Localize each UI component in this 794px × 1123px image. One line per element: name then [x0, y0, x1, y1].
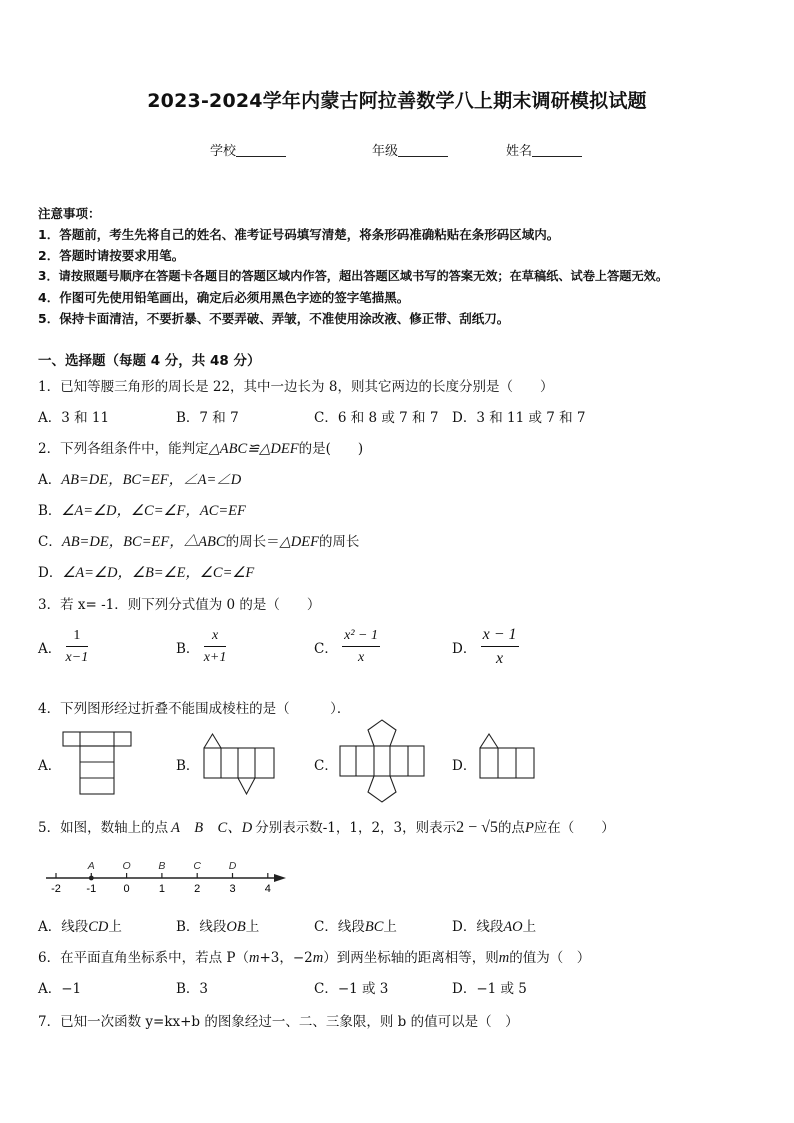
q1-option-c: C．6 和 8 或 7 和 7 — [314, 410, 439, 426]
number-line-tick-label: -1 — [86, 883, 97, 895]
q3-option-c: C． $\frac{\text{x² − 1}}{x}$ — [314, 628, 378, 665]
school-label: 学校 — [210, 144, 237, 159]
fraction: $\frac{\text{x² − 1}}{x}$ — [344, 628, 378, 665]
q6-option-a: A．−1 — [38, 981, 82, 997]
school-blank — [236, 144, 286, 157]
notice-item: 2．答题时请按要求用笔。 — [38, 248, 185, 263]
q5-option-d: D．线段AO上 — [452, 919, 537, 935]
question-3-stem: 3．若 x= -1．则下列分式值为 0 的是（ ） — [38, 597, 321, 613]
number-line-point-label: O — [122, 860, 131, 872]
net-b-rects — [204, 748, 274, 778]
net-a-column — [80, 746, 114, 794]
school-field — [210, 140, 286, 159]
question-5-stem: 5．如图，数轴上的点 A B C、D 分别表示数-1，1，2，3，则表示2 − √5的点P应在（ ） — [38, 819, 615, 836]
number-line-arrow — [274, 874, 286, 882]
question-7-stem: 7．已知一次函数 y=kx+b 的图象经过一、二、三象限，则 b 的值可以是（ ） — [38, 1014, 519, 1030]
fraction: $\frac{x}{x+1}$ — [203, 628, 227, 665]
section-heading: 一、选择题（每题 4 分，共 48 分） — [38, 353, 261, 369]
notice-item: 3．请按照题号顺序在答题卡各题目的答题区域内作答，超出答题区域书写的答案无效；在草稿纸、试卷上答题无效。 — [38, 269, 669, 283]
q3-option-a: A． $\frac{1}{x-1}$ — [38, 628, 89, 665]
notice-item: 5．保持卡面清洁，不要折暴、不要弄破、弄皱，不准使用涂改液、修正带、刮纸刀。 — [38, 311, 510, 326]
net-a-top-row — [63, 732, 131, 746]
number-line — [42, 858, 292, 898]
q5-option-a: A．线段CD上 — [38, 919, 122, 935]
name-field — [506, 140, 582, 159]
q1-option-a: A．3 和 11 — [38, 410, 110, 426]
grade-label: 年级 — [372, 144, 399, 159]
number-line-point-label: C — [193, 860, 201, 872]
q1-option-b: B．7 和 7 — [176, 410, 239, 426]
grade-blank — [398, 144, 448, 157]
number-line-tick-label: 4 — [264, 883, 271, 895]
net-c-rects — [340, 746, 424, 776]
fraction: $\frac{1}{x-1}$ — [65, 628, 89, 665]
q5-option-b: B．线段OB上 — [176, 919, 260, 935]
net-b-bottom-triangle — [238, 778, 255, 794]
net-d-rects — [480, 748, 534, 778]
notice-heading: 注意事项： — [38, 206, 101, 221]
fraction: $\frac{x - 1}{x}$ — [482, 626, 517, 667]
q2-option-c: C．AB=DE，BC=EF，△ABC的周长＝△DEF的周长 — [38, 534, 360, 550]
q4-option-b-label: B． — [176, 758, 200, 774]
number-line-tick-label: 1 — [158, 883, 165, 895]
q4-option-a-label: A． — [38, 758, 62, 774]
question-4-stem: 4．下列图形经过折叠不能围成棱柱的是（ ）． — [38, 701, 351, 717]
q6-option-b: B．3 — [176, 981, 209, 997]
q1-option-d: D．3 和 11 或 7 和 7 — [452, 410, 586, 426]
q4-net-d — [478, 732, 536, 782]
number-line-point-label: A — [87, 860, 95, 872]
number-line-point-a — [89, 876, 94, 881]
q4-option-d-label: D． — [452, 758, 477, 774]
question-6-stem: 6．在平面直角坐标系中，若点 P（m+3，−2m）到两坐标轴的距离相等，则m的值为（ ） — [38, 950, 591, 966]
q4-net-a — [62, 730, 134, 796]
q3-option-b: B． $\frac{x}{x+1}$ — [176, 628, 227, 665]
grade-field — [372, 140, 448, 159]
number-line-tick-label: -2 — [51, 883, 61, 895]
number-line-tick-label: 0 — [123, 883, 130, 895]
number-line-point-label: B — [158, 860, 166, 872]
q2-option-a: A．AB=DE，BC=EF，∠A=∠D — [38, 472, 242, 488]
notice-item: 1．答题前，考生先将自己的姓名、准考证号码填写清楚，将条形码准确粘贴在条形码区域内。 — [38, 227, 560, 242]
net-b-top-triangle — [204, 734, 221, 748]
notice-item: 4．作图可先使用铅笔画出，确定后必须用黑色字迹的签字笔描黑。 — [38, 290, 410, 305]
q6-option-d: D．−1 或 5 — [452, 981, 527, 997]
net-c-bottom-pentagon — [368, 776, 396, 802]
question-1-stem: 1．已知等腰三角形的周长是 22，其中一边长为 8，则其它两边的长度分别是（ ） — [38, 379, 554, 395]
number-line-tick-label: 3 — [229, 883, 236, 895]
question-2-stem: 2．下列各组条件中，能判定△ABC≌△DEF的是( ) — [38, 441, 364, 457]
q4-net-c — [338, 718, 426, 804]
q3-option-d: D． $\frac{x - 1}{x}$ — [452, 626, 517, 667]
q5-option-c: C．线段BC上 — [314, 919, 397, 935]
net-c-top-pentagon — [368, 720, 396, 746]
name-blank — [532, 144, 582, 157]
q2-option-d: D．∠A=∠D，∠B=∠E，∠C=∠F — [38, 565, 255, 581]
q4-net-b — [202, 732, 276, 796]
number-line-point-label: D — [228, 860, 237, 872]
q2-option-b: B．∠A=∠D，∠C=∠F，AC=EF — [38, 503, 246, 519]
net-d-top-triangle — [480, 734, 498, 748]
name-label: 姓名 — [506, 144, 533, 159]
number-line-tick-label: 2 — [194, 883, 201, 895]
page-title: 2023-2024学年内蒙古阿拉善数学八上期末调研模拟试题 — [147, 90, 647, 112]
q6-option-c: C．−1 或 3 — [314, 981, 389, 997]
q4-option-c-label: C． — [314, 758, 338, 774]
